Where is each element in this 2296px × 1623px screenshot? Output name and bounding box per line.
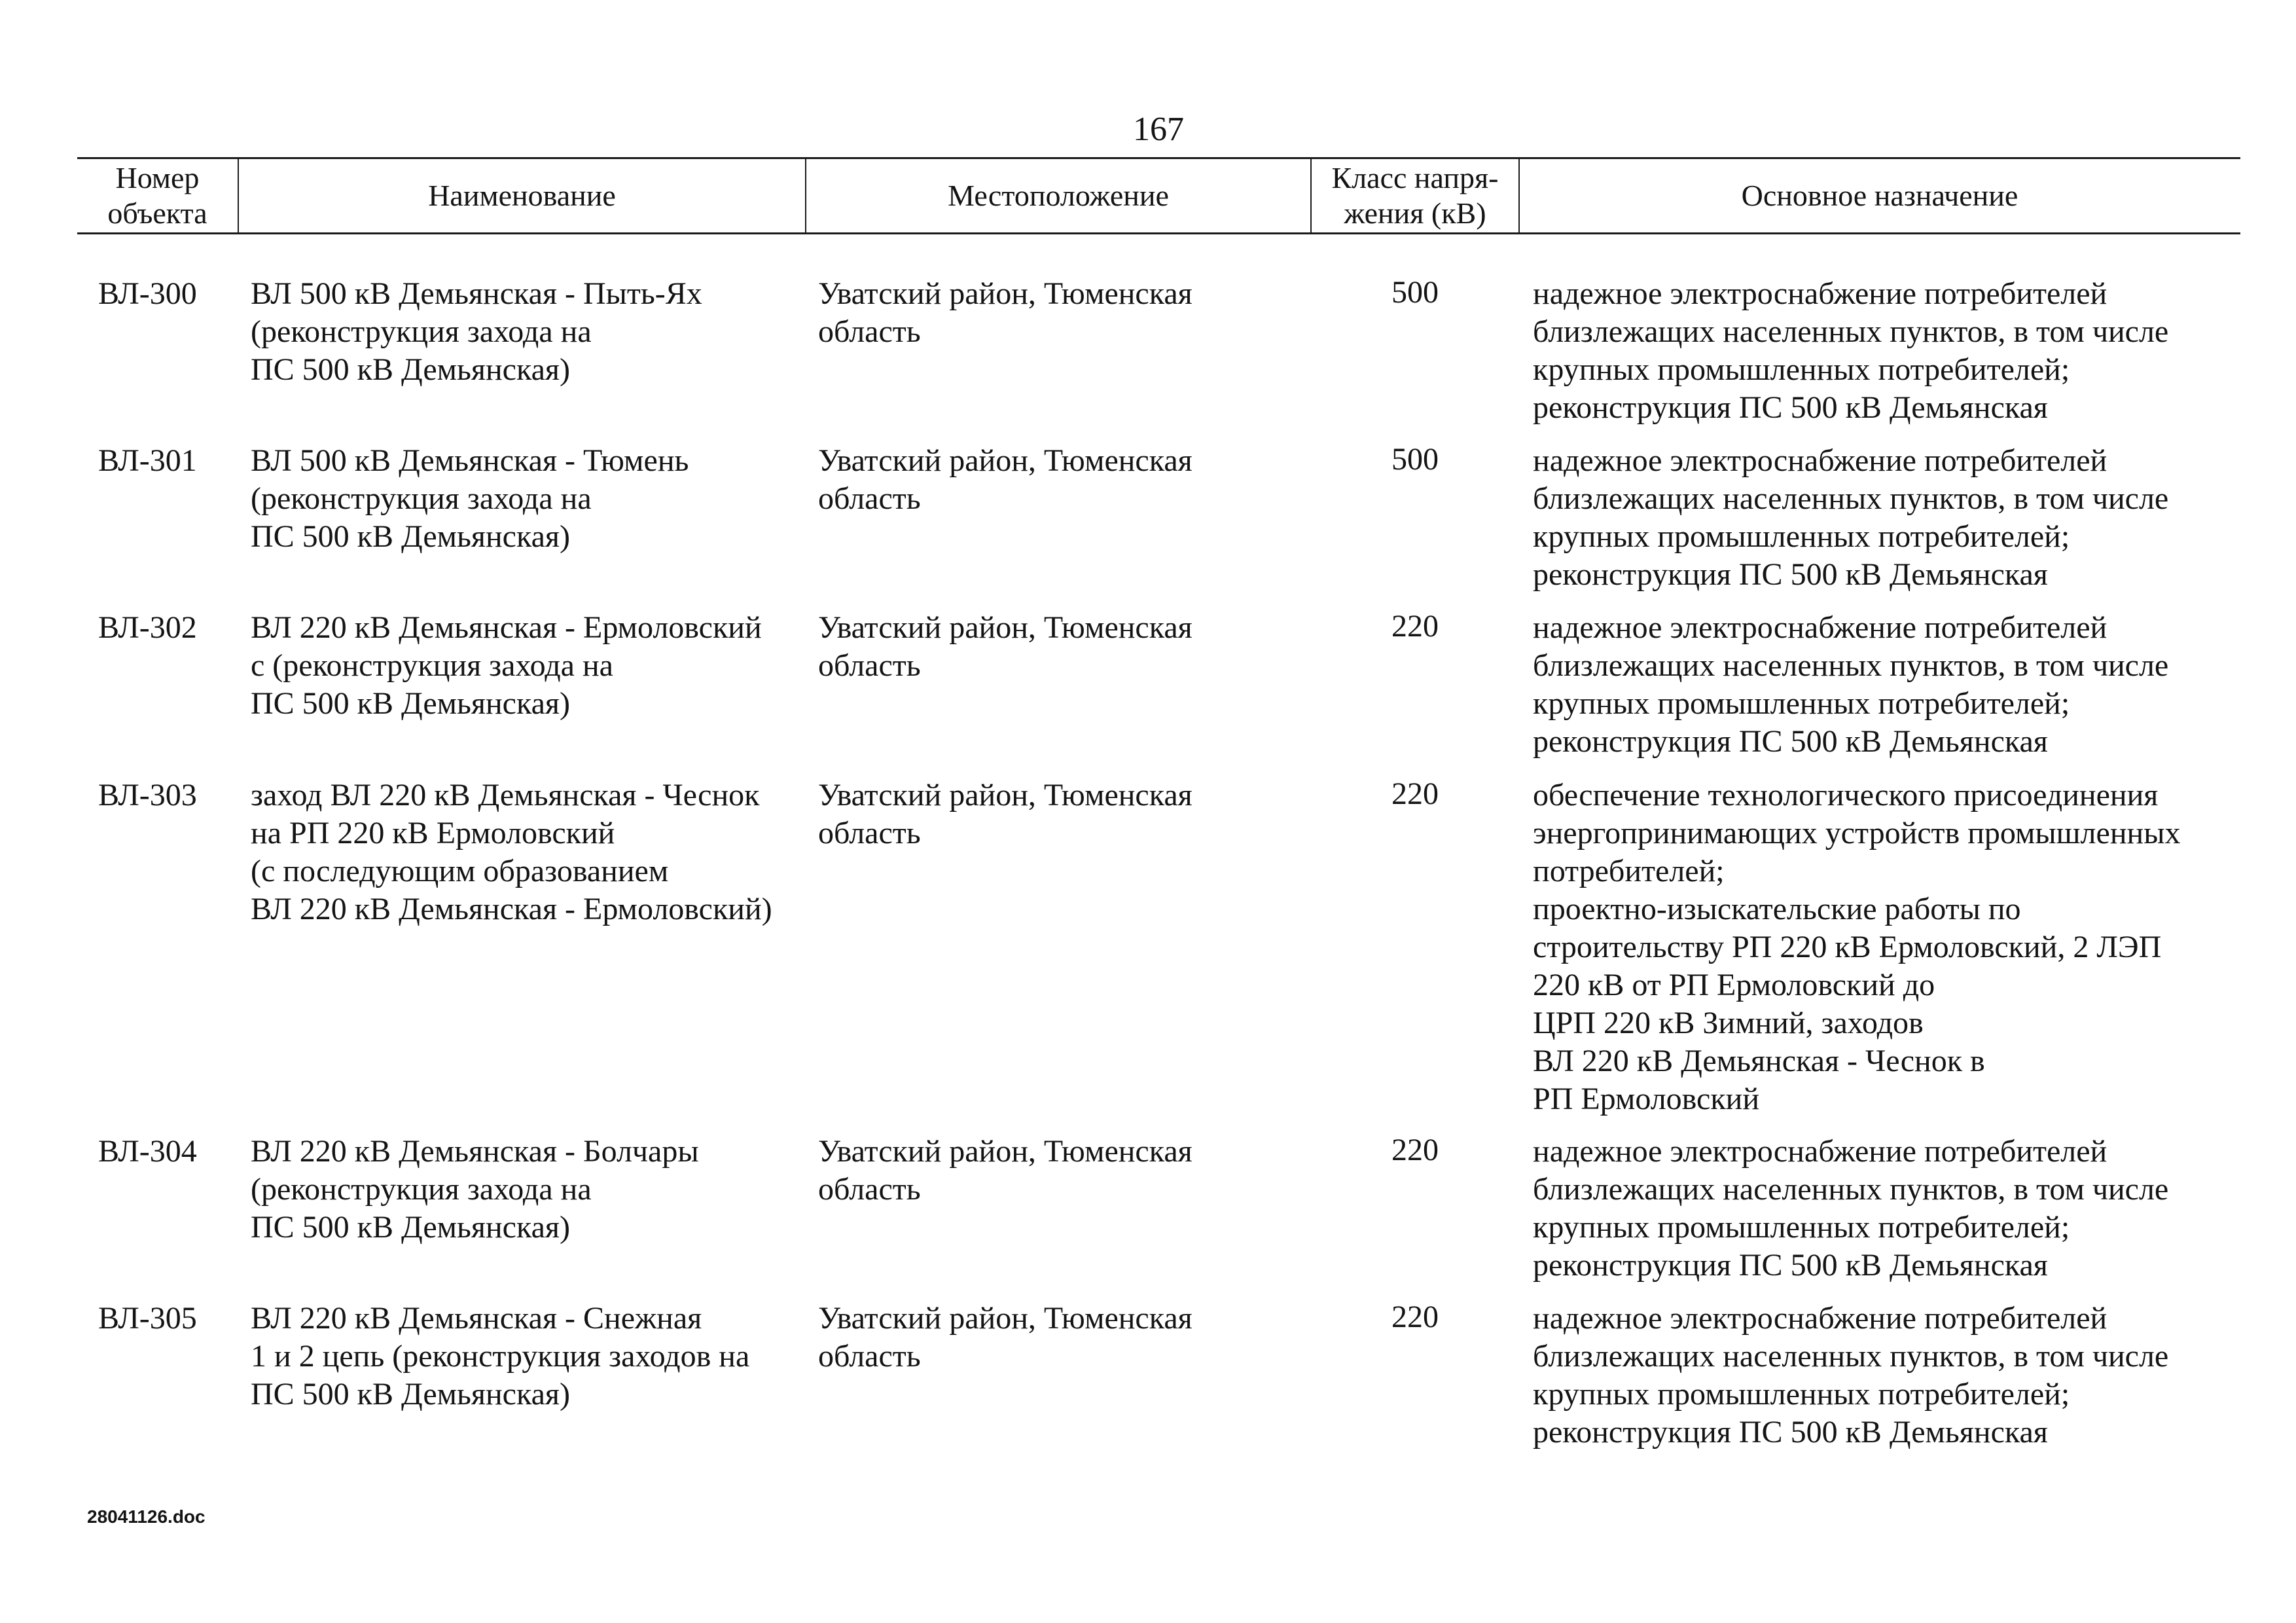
row-purpose: надежное электроснабжение потребителей близлежащих населенных пунктов, в том числе крупных промышленных потребителей; реконструкция ПС 500 кВ Демьянская [1533, 1134, 2169, 1283]
row-name: ВЛ 220 кВ Демьянская - Болчары (реконструкция захода на ПС 500 кВ Демьянская) [251, 1134, 699, 1245]
row-purpose: надежное электроснабжение потребителей близлежащих населенных пунктов, в том числе крупных промышленных потребителей; реконструкция ПС 500 кВ Демьянская [1533, 443, 2169, 592]
header-location: Местоположение [948, 179, 1169, 212]
row-number: ВЛ-300 [98, 276, 197, 311]
row-number: ВЛ-302 [98, 610, 197, 645]
row-location: Уватский район, Тюменская область [818, 610, 1193, 683]
row-number: ВЛ-301 [98, 443, 197, 478]
row-purpose: надежное электроснабжение потребителей близлежащих населенных пунктов, в том числе крупных промышленных потребителей; реконструкция ПС 500 кВ Демьянская [1533, 276, 2169, 425]
row-number: ВЛ-303 [98, 778, 197, 812]
row-location: Уватский район, Тюменская область [818, 276, 1193, 349]
row-name: ВЛ 500 кВ Демьянская - Тюмень (реконструкция захода на ПС 500 кВ Демьянская) [251, 443, 689, 554]
row-purpose: надежное электроснабжение потребителей близлежащих населенных пунктов, в том числе крупных промышленных потребителей; реконструкция ПС 500 кВ Демьянская [1533, 1301, 2169, 1450]
footer-filename: 28041126.doc [87, 1506, 206, 1527]
row-voltage: 220 [1391, 609, 1439, 644]
row-purpose: обеспечение технологического присоединения энергопринимающих устройств промышленных потребителей; проектно-изыскательские работы по строительству РП 220 кВ Ермоловский, 2 ЛЭП 220 кВ от РП Ермоловский до ЦРП 220 кВ Зимний, заходов ВЛ 220 кВ Демьянская - Чеснок в РП Ермоловский [1533, 778, 2181, 1116]
row-purpose: надежное электроснабжение потребителей близлежащих населенных пунктов, в том числе крупных промышленных потребителей; реконструкция ПС 500 кВ Демьянская [1533, 610, 2169, 759]
header-name: Наименование [428, 179, 616, 212]
header-voltage: Класс напря- жения (кВ) [1331, 161, 1499, 230]
row-location: Уватский район, Тюменская область [818, 1134, 1193, 1207]
row-voltage: 500 [1391, 275, 1439, 310]
row-number: ВЛ-304 [98, 1134, 197, 1169]
row-name: заход ВЛ 220 кВ Демьянская - Чеснок на РП 220 кВ Ермоловский (с последующим образованием ВЛ 220 кВ Демьянская - Ермоловский) [251, 778, 772, 926]
row-location: Уватский район, Тюменская область [818, 778, 1193, 850]
row-voltage: 220 [1391, 776, 1439, 811]
header-purpose: Основное назначение [1741, 179, 2018, 212]
row-location: Уватский район, Тюменская область [818, 1301, 1193, 1374]
row-number: ВЛ-305 [98, 1301, 197, 1336]
row-name: ВЛ 500 кВ Демьянская - Пыть-Ях (реконструкция захода на ПС 500 кВ Демьянская) [251, 276, 702, 387]
row-name: ВЛ 220 кВ Демьянская - Ермоловский с (реконструкция захода на ПС 500 кВ Демьянская) [251, 610, 762, 721]
row-voltage: 220 [1391, 1300, 1439, 1334]
header-number: Номер объекта [107, 161, 207, 230]
page-number: 167 [1133, 111, 1184, 148]
row-voltage: 500 [1391, 442, 1439, 477]
row-location: Уватский район, Тюменская область [818, 443, 1193, 516]
row-voltage: 220 [1391, 1133, 1439, 1167]
row-name: ВЛ 220 кВ Демьянская - Снежная 1 и 2 цепь (реконструкция заходов на ПС 500 кВ Демьянская) [251, 1301, 750, 1412]
